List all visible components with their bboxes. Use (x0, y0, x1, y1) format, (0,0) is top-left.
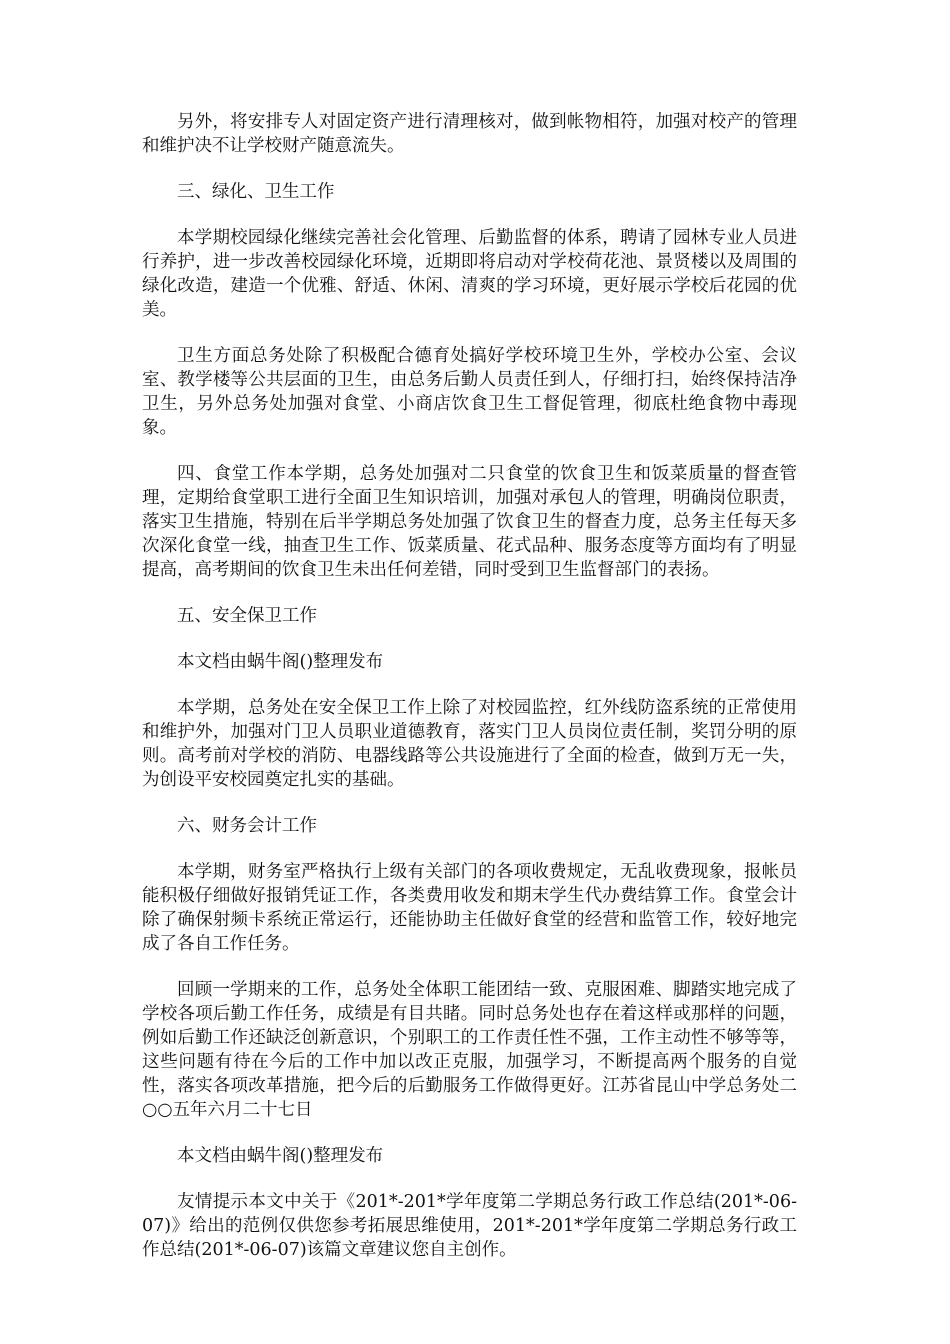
document-body (142, 110, 797, 1284)
paragraph-security: 本学期，总务处在安全保卫工作上除了对校园监控，红外线防盗系统的正常使用和维护外，加强对门卫人员职业道德教育，落实门卫人员岗位责任制，奖罚分明的原则。高考前对学校的消防、电器线路等公共设施进行了全面的检查，做到万无一失，为创设平安校园奠定扎实的基础。 (142, 698, 797, 790)
section-heading-finance: 六、财务会计工作 (177, 816, 317, 836)
paragraph-fixed-assets: 另外，将安排专人对固定资产进行清理核对，做到帐物相符，加强对校产的管理和维护决不让学校财产随意流失。 (142, 112, 797, 156)
section-heading-greening-hygiene: 三、绿化、卫生工作 (177, 182, 335, 202)
paragraph-hygiene: 卫生方面总务处除了积极配合德育处搞好学校环境卫生外，学校办公室、会议室、教学楼等公共层面的卫生，由总务后勤人员责任到人，仔细打扫，始终保持洁净卫生，另外总务处加强对食堂、小商店饮食卫生工督促管理，彻底杜绝食物中毒现象。 (142, 346, 797, 438)
section-heading-security: 五、安全保卫工作 (177, 606, 317, 626)
paragraph-review: 回顾一学期来的工作，总务处全体职工能团结一致、克服困难、脚踏实地完成了学校各项后勤工作任务，成绩是有目共睹。同时总务处也存在着这样或那样的问题，例如后勤工作还缺泛创新意识，个别职工的工作责任性不强，工作主动性不够等等，这些问题有待在今后的工作中加以改正克服，加强学习，不断提高两个服务的自觉性，落实各项改革措施，把今后的后勤服务工作做得更好。江苏省昆山中学总务处二○○五年六月二十七日 (142, 980, 797, 1120)
paragraph-finance: 本学期，财务室严格执行上级有关部门的各项收费规定，无乱收费现象，报帐员能积极仔细做好报销凭证工作，各类费用收发和期末学生代办费结算工作。食堂会计除了确保射频卡系统正常运行，还能协助主任做好食堂的经营和监管工作，较好地完成了各自工作任务。 (142, 862, 797, 954)
publisher-note: 本文档由蜗牛阁()整理发布 (177, 1146, 384, 1166)
paragraph-reminder: 友情提示本文中关于《201*-201*学年度第二学期总务行政工作总结(201*-06-07)》给出的范例仅供您参考拓展思维使用，201*-201*学年度第二学期总务行政工作总结(201*-06-07)该篇文章建议您自主创作。 (142, 1192, 797, 1260)
paragraph-canteen: 四、食堂工作本学期，总务处加强对二只食堂的饮食卫生和饭菜质量的督查管理，定期给食堂职工进行全面卫生知识培训，加强对承包人的管理，明确岗位职责，落实卫生措施，特别在后半学期总务处加强了饮食卫生的督查力度，总务主任每天多次深化食堂一线，抽查卫生工作、饭菜质量、花式品种、服务态度等方面均有了明显提高，高考期间的饮食卫生未出任何差错，同时受到卫生监督部门的表扬。 (142, 464, 797, 580)
publisher-note: 本文档由蜗牛阁()整理发布 (177, 652, 384, 672)
paragraph-greening: 本学期校园绿化继续完善社会化管理、后勤监督的体系，聘请了园林专业人员进行养护，进一步改善校园绿化环境，近期即将启动对学校荷花池、景贤楼以及周围的绿化改造，建造一个优雅、舒适、休闲、清爽的学习环境，更好展示学校后花园的优美。 (142, 228, 797, 320)
